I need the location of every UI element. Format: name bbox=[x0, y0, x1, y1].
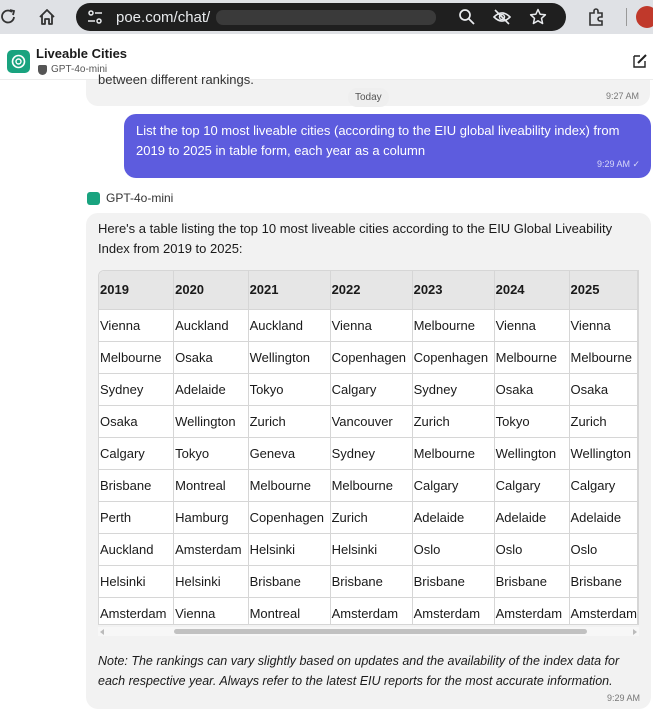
table-cell: Wellington bbox=[174, 405, 248, 437]
table-cell: Zurich bbox=[330, 501, 412, 533]
edit-icon[interactable] bbox=[632, 53, 648, 69]
table-cell: Calgary bbox=[494, 469, 569, 501]
table-row bbox=[99, 565, 638, 597]
table-header-cell: 2021 bbox=[248, 271, 330, 309]
table-cell: Helsinki bbox=[330, 533, 412, 565]
table-cell: Zurich bbox=[412, 405, 494, 437]
scroll-right-icon[interactable] bbox=[633, 629, 637, 635]
table-cell: Oslo bbox=[412, 533, 494, 565]
table-cell: Calgary bbox=[412, 469, 494, 501]
table-cell: Wellington bbox=[248, 341, 330, 373]
bookmark-star-icon[interactable] bbox=[529, 8, 547, 26]
table-header-cell: 2025 bbox=[569, 271, 638, 309]
table-cell: Oslo bbox=[494, 533, 569, 565]
scrollbar-thumb[interactable] bbox=[174, 629, 587, 634]
table-cell: Melbourne bbox=[412, 309, 494, 341]
table-cell: Calgary bbox=[569, 469, 638, 501]
profile-avatar[interactable] bbox=[636, 6, 653, 28]
table-cell: Adelaide bbox=[569, 501, 638, 533]
table-row bbox=[99, 469, 638, 501]
table-cell: Oslo bbox=[569, 533, 638, 565]
table-cell: Montreal bbox=[248, 597, 330, 625]
table-cell: Brisbane bbox=[412, 565, 494, 597]
table-cell: Vienna bbox=[330, 309, 412, 341]
chat-title: Liveable Cities bbox=[36, 46, 128, 61]
table-cell: Melbourne bbox=[248, 469, 330, 501]
table-cell: Zurich bbox=[569, 405, 638, 437]
table-cell: Melbourne bbox=[99, 341, 174, 373]
reload-icon[interactable] bbox=[0, 7, 18, 27]
table-cell: Amsterdam bbox=[494, 597, 569, 625]
extensions-icon[interactable] bbox=[586, 7, 606, 27]
table-cell: Brisbane bbox=[99, 469, 174, 501]
table-cell: Osaka bbox=[494, 373, 569, 405]
table-cell: Osaka bbox=[99, 405, 174, 437]
bot-avatar-icon bbox=[87, 192, 100, 205]
table-cell: Auckland bbox=[174, 309, 248, 341]
table-cell: Vienna bbox=[494, 309, 569, 341]
table-cell: Tokyo bbox=[174, 437, 248, 469]
site-info-icon[interactable] bbox=[86, 8, 104, 26]
table-cell: Amsterdam bbox=[99, 597, 174, 625]
url-text: poe.com/chat/ bbox=[116, 9, 211, 26]
table-row bbox=[99, 533, 638, 565]
table-cell: Adelaide bbox=[174, 373, 248, 405]
zoom-icon[interactable] bbox=[458, 8, 476, 26]
previous-message-text: between different rankings. bbox=[98, 72, 254, 87]
table-cell: Brisbane bbox=[330, 565, 412, 597]
table-row bbox=[99, 309, 638, 341]
table-cell: Perth bbox=[99, 501, 174, 533]
table-cell: Wellington bbox=[569, 437, 638, 469]
table-cell: Wellington bbox=[494, 437, 569, 469]
user-message-text: List the top 10 most liveable cities (according to the EIU global liveability index) from 2019 to 2025 in table form, each year as a column bbox=[136, 123, 620, 158]
user-message-time: 9:29 AM ✓ bbox=[596, 159, 640, 169]
table-cell: Amsterdam bbox=[569, 597, 638, 625]
table-cell: Tokyo bbox=[248, 373, 330, 405]
table-cell: Osaka bbox=[569, 373, 638, 405]
bot-message-note: Note: The rankings can vary slightly based on updates and the availability of the index data for each respective year. Always refer to the latest EIU reports for the most accurate information. bbox=[98, 654, 620, 688]
table-cell: Vienna bbox=[174, 597, 248, 625]
table-cell: Amsterdam bbox=[412, 597, 494, 625]
date-divider: Today bbox=[348, 88, 389, 107]
table-cell: Brisbane bbox=[248, 565, 330, 597]
table-cell: Copenhagen bbox=[248, 501, 330, 533]
table-cell: Montreal bbox=[174, 469, 248, 501]
table-row bbox=[99, 341, 638, 373]
bot-message bbox=[86, 213, 651, 709]
table-cell: Copenhagen bbox=[412, 341, 494, 373]
table-cell: Sydney bbox=[330, 437, 412, 469]
table-row bbox=[99, 501, 638, 533]
table-row bbox=[99, 437, 638, 469]
bot-message-sender: GPT-4o-mini bbox=[106, 191, 174, 205]
bot-message-time: 9:29 AM bbox=[606, 693, 640, 703]
table-cell: Hamburg bbox=[174, 501, 248, 533]
table-header-cell: 2022 bbox=[330, 271, 412, 309]
table-cell: Melbourne bbox=[569, 341, 638, 373]
shield-icon bbox=[38, 65, 47, 75]
table-cell: Auckland bbox=[99, 533, 174, 565]
table-header-cell: 2019 bbox=[99, 271, 174, 309]
table-cell: Vancouver bbox=[330, 405, 412, 437]
user-message bbox=[124, 114, 651, 178]
table-cell: Sydney bbox=[412, 373, 494, 405]
scroll-left-icon[interactable] bbox=[100, 629, 104, 635]
address-bar[interactable] bbox=[76, 3, 566, 31]
redacted-url-segment bbox=[216, 10, 436, 25]
browser-toolbar bbox=[0, 0, 653, 34]
liveability-table-container[interactable] bbox=[98, 270, 639, 625]
eye-off-icon[interactable] bbox=[493, 8, 511, 26]
table-row bbox=[99, 597, 638, 625]
table-header-row bbox=[99, 271, 638, 309]
bot-name: GPT-4o-mini bbox=[51, 64, 108, 75]
table-cell: Vienna bbox=[99, 309, 174, 341]
table-cell: Calgary bbox=[330, 373, 412, 405]
table-cell: Brisbane bbox=[569, 565, 638, 597]
table-cell: Helsinki bbox=[99, 565, 174, 597]
table-cell: Copenhagen bbox=[330, 341, 412, 373]
table-header-cell: 2020 bbox=[174, 271, 248, 309]
chat-thread bbox=[0, 72, 653, 715]
table-cell: Zurich bbox=[248, 405, 330, 437]
table-cell: Adelaide bbox=[412, 501, 494, 533]
table-cell: Melbourne bbox=[330, 469, 412, 501]
bot-message-intro: Here's a table listing the top 10 most liveable cities according to the EIU Global Liveability Index from 2019 to 2025: bbox=[98, 221, 613, 256]
table-cell: Vienna bbox=[569, 309, 638, 341]
bot-logo-icon bbox=[7, 50, 30, 73]
table-cell: Amsterdam bbox=[174, 533, 248, 565]
table-cell: Sydney bbox=[99, 373, 174, 405]
table-header-cell: 2024 bbox=[494, 271, 569, 309]
table-cell: Amsterdam bbox=[330, 597, 412, 625]
table-cell: Melbourne bbox=[494, 341, 569, 373]
table-row bbox=[99, 405, 638, 437]
bot-message-header[interactable] bbox=[87, 191, 173, 205]
bot-subtitle[interactable] bbox=[38, 64, 107, 75]
table-cell: Geneva bbox=[248, 437, 330, 469]
toolbar-divider bbox=[626, 8, 627, 26]
table-header-cell: 2023 bbox=[412, 271, 494, 309]
horizontal-scrollbar[interactable] bbox=[98, 627, 639, 636]
table-cell: Brisbane bbox=[494, 565, 569, 597]
home-icon[interactable] bbox=[37, 7, 57, 27]
table-cell: Auckland bbox=[248, 309, 330, 341]
liveability-table bbox=[99, 271, 638, 625]
previous-message-time: 9:27 AM bbox=[605, 91, 639, 101]
table-cell: Melbourne bbox=[412, 437, 494, 469]
table-cell: Helsinki bbox=[174, 565, 248, 597]
table-cell: Calgary bbox=[99, 437, 174, 469]
table-cell: Tokyo bbox=[494, 405, 569, 437]
table-cell: Helsinki bbox=[248, 533, 330, 565]
table-cell: Adelaide bbox=[494, 501, 569, 533]
table-row bbox=[99, 373, 638, 405]
table-cell: Osaka bbox=[174, 341, 248, 373]
